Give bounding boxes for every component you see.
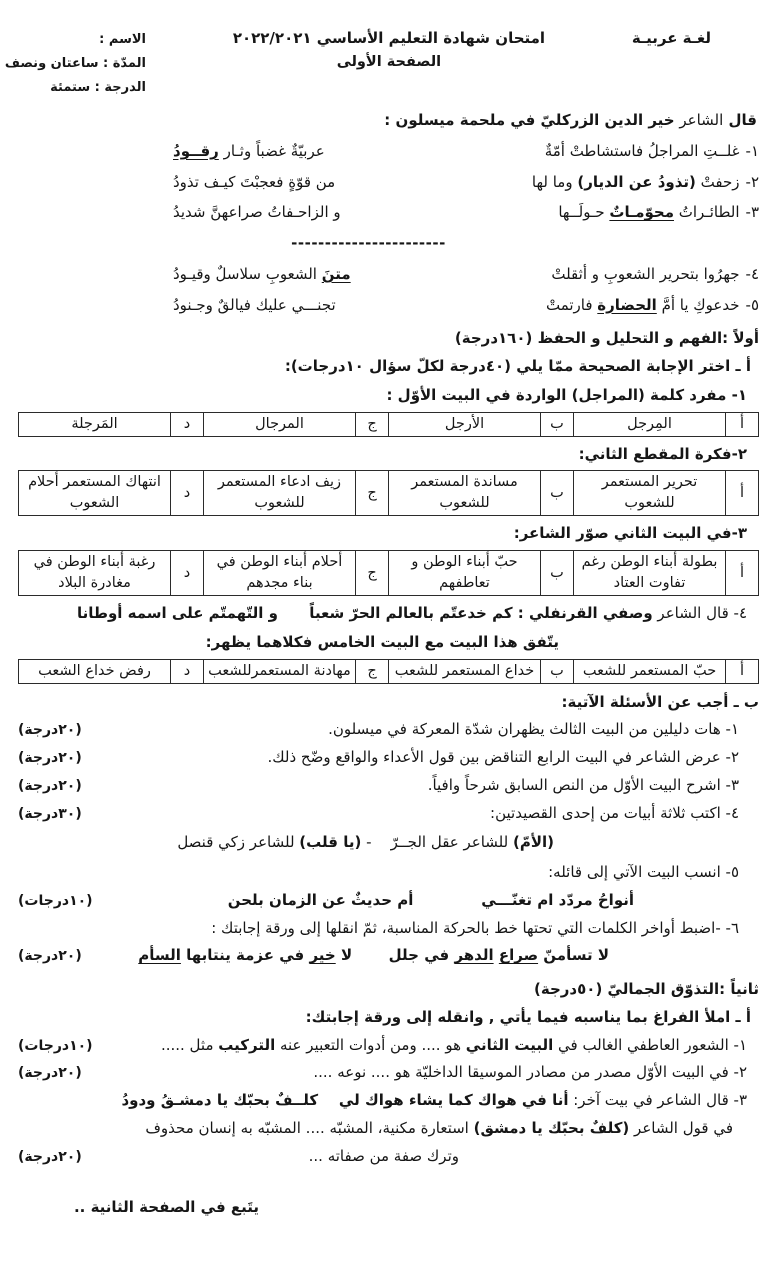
question-text: ٤- قال الشاعر — [652, 604, 747, 623]
question-row — [18, 918, 759, 940]
verse-number: ١- — [745, 141, 759, 160]
verse-text-underlined: الدهر — [454, 946, 494, 965]
poem-line — [173, 202, 759, 224]
verse-text: فارتمتْ — [545, 295, 598, 314]
option-text: انتهاك المستعمر أحلام الشعوب — [19, 471, 171, 516]
verse-text: الطائـراتُ — [674, 203, 740, 222]
poem-line — [173, 172, 759, 194]
question-row — [18, 747, 759, 769]
verse-text: في عزمة ينتابها — [180, 946, 310, 965]
verse-text: وما لها — [531, 172, 578, 191]
hemistich-right — [551, 264, 759, 286]
options-row — [19, 659, 759, 683]
hemistich-right — [546, 295, 759, 317]
verse-text-underlined: السأم — [138, 946, 181, 965]
marks-badge: (٢٠درجة) — [18, 750, 82, 767]
option-text: رفض خداع الشعب — [19, 659, 171, 683]
subject-label: لغـة عربيـة — [631, 29, 711, 47]
option-letter: د — [171, 412, 204, 436]
option-letter: أ — [726, 659, 759, 683]
option-text: المِرجل — [574, 412, 726, 436]
poet-name: للشاعر زكي قنصل — [177, 833, 300, 852]
student-info-block — [4, 28, 146, 100]
verse-text-underlined: خير — [309, 946, 336, 965]
hemistich-left — [173, 264, 351, 286]
marks-badge: (٢٠درجة) — [18, 722, 82, 739]
option-letter: د — [171, 471, 204, 516]
part-b-title: ب ـ أجب عن الأسئلة الآتية: — [561, 692, 759, 711]
verse-text-underlined: صراع — [498, 946, 539, 965]
question-text: وترك صفة من صفاته ... — [308, 1146, 459, 1165]
question-row — [18, 719, 759, 741]
poem-block-continued — [173, 264, 759, 317]
options-table-2 — [18, 470, 759, 516]
verse-text: في جلل لا — [335, 946, 455, 965]
option-letter: أ — [726, 471, 759, 516]
question-part: مثل ..... — [160, 1035, 219, 1054]
marks-badge: (١٠درجات) — [18, 892, 93, 909]
question-row — [18, 803, 759, 825]
name-field-label: الاسم : — [99, 32, 146, 47]
option-letter: أ — [726, 412, 759, 436]
options-table-1 — [18, 412, 759, 437]
marks-badge: (١٠درجات) — [18, 1037, 93, 1054]
poem-intro-part: خير الدين الزركليّ في ملحمة ميسلون : — [384, 111, 675, 130]
poet-name: للشاعر عقل الجــرّ - — [361, 833, 513, 852]
question-row — [18, 1062, 759, 1084]
option-letter: ج — [356, 551, 389, 596]
verse-text: زحفتْ — [695, 172, 740, 191]
hemistich-right — [558, 202, 759, 224]
option-text: المَرجلة — [19, 412, 171, 436]
marks-badge: (٣٠درجة) — [18, 805, 82, 822]
option-letter: أ — [726, 551, 759, 596]
section1-title: أولاً :الفهم و التحليل و الحفظ (١٦٠درجة) — [454, 329, 759, 348]
marks-badge: (٢٠درجة) — [18, 1065, 82, 1082]
hemistich-left — [173, 141, 325, 163]
option-text: خداع المستعمر للشعب — [389, 659, 541, 683]
mcq-question-4-line2: يتّفق هذا البيت مع البيت الخامس فكلاهما يظهر: — [205, 632, 559, 651]
verse-text: تجنـــي عليك فيالقٌ وجـنودُ — [173, 295, 336, 314]
verse-line: أنواحُ مردّد ام تغنّـــي أم حديثٌ عن الزمان بلحن — [227, 890, 634, 909]
verse-text: غلــتِ المراجلُ فاستشاطتْ أمّةٌ — [544, 141, 740, 160]
verse-text: جهرُوا بتحرير الشعوبِ و أثقلتْ — [551, 264, 740, 283]
option-letter: د — [171, 551, 204, 596]
grade-label: الدرجة : ستمئة — [50, 80, 146, 96]
exam-title: امتحان شهادة التعليم الأساسي ٢٠٢٢/٢٠٢١ — [232, 29, 546, 47]
hemistich-left — [173, 295, 336, 317]
page-header — [4, 28, 759, 100]
poem-title: (يا قلب) — [299, 833, 362, 852]
section2-title: ثانياً :التذوّق الجماليّ (٥٠درجة) — [534, 980, 759, 999]
marks-badge: (٢٠درجة) — [18, 777, 82, 794]
question-part-bold: البيت الثاني — [465, 1035, 554, 1054]
option-letter: ج — [356, 471, 389, 516]
verse-text-underlined: محوّمـاتٌ — [609, 203, 674, 222]
poem-line — [173, 264, 759, 286]
question-text: ٥- انسب البيت الآتي إلى قائله: — [548, 863, 739, 882]
options-table-3 — [18, 550, 759, 596]
hemistich-left — [173, 202, 341, 224]
verse-text: من قوّةٍ فعجبْتَ كيـف تذودُ — [173, 172, 336, 191]
verse-number: ٥- — [745, 295, 759, 314]
exam-title-block — [146, 28, 632, 73]
question-row — [18, 1035, 759, 1057]
question-part-bold: التركيب — [218, 1035, 276, 1054]
poem-line — [173, 141, 759, 163]
question-text: ٦- -اضبط أواخر الكلمات التي تحتها خط بالحركة المناسبة، ثمّ انقلها إلى ورقة إجابتك : — [211, 918, 739, 937]
duration-label: المدّة : ساعتان ونصف — [4, 56, 146, 72]
option-text: المرجال — [204, 412, 356, 436]
continued-next-page-note: يتَبع في الصفحة الثانية .. — [73, 1198, 259, 1217]
question-part: هو .... ومن أدوات التعبير عنه — [275, 1035, 466, 1054]
hemistich-left — [173, 172, 335, 194]
verse-row — [18, 890, 759, 912]
question-text — [121, 1090, 759, 1112]
option-letter: ج — [356, 659, 389, 683]
question-row — [18, 775, 759, 797]
question-part-bold: (كلفٌ بحبّك يا دمشق) — [473, 1118, 630, 1137]
verse-text-underlined: الحضارة — [597, 295, 657, 314]
options-row — [19, 551, 759, 596]
options-table-4 — [18, 659, 759, 684]
question-text — [161, 1035, 759, 1057]
fill-blank-instruction: أ ـ املأ الفراغ بما يناسبه فيما يأتي , وانقله إلى ورقة إجابتك: — [305, 1007, 751, 1026]
verse-text: الشعوبِ سلاسلٌ وقيـودُ — [173, 264, 322, 283]
verse-row — [18, 945, 759, 967]
hemistich-right — [545, 141, 759, 163]
hemistich-right — [532, 172, 759, 194]
mcq-question-3: ٣-في البيت الثاني صوّر الشاعر: — [513, 524, 747, 543]
verse-text-bold: (تذودُ عن الديار) — [577, 172, 696, 191]
question-part: في قول الشاعر — [629, 1118, 733, 1137]
option-letter: ب — [541, 551, 574, 596]
poem-intro — [18, 110, 757, 132]
choose-answer-instruction: أ ـ اختر الإجابة الصحيحة ممّا يلي (٤٠درجة لكلّ سؤال ١٠درجات): — [284, 357, 751, 376]
question-text: ١- هات دليلين من البيت الثالث يظهران شدّة المعركة في ميسلون. — [328, 720, 739, 739]
option-letter: د — [171, 659, 204, 683]
poem-choices-line — [18, 832, 759, 854]
option-letter: ج — [356, 412, 389, 436]
option-text: بطولة أبناء الوطن رغم تفاوت العتاد — [574, 551, 726, 596]
question-continuation — [18, 1118, 759, 1140]
verse-text: خدعوكِ يا أمَّ — [656, 295, 740, 314]
quoted-verse: وصفي القرنفلي : كم خدعتّم بالعالم الحرّ شعباً و التّهمتّم على اسمه أوطانا — [76, 604, 653, 623]
option-text: حبّ أبناء الوطن و تعاطفهم — [389, 551, 541, 596]
verse-number: ٤- — [745, 264, 759, 283]
verse-number: ٢- — [745, 172, 759, 191]
quoted-verse: أنا في هواك كما يشاء هواك لي كلــفٌ بحبّك يا دمشـقُ ودودُ — [121, 1091, 569, 1110]
option-letter: ب — [541, 412, 574, 436]
verse-text: عربيّةٌ غضباً وثـار — [218, 141, 325, 160]
option-text: مساندة المستعمر للشعوب — [389, 471, 541, 516]
option-text: تحرير المستعمر للشعوب — [574, 471, 726, 516]
verse-text: لا تسأمنّ — [538, 946, 609, 965]
poem-intro-part: قال — [723, 111, 757, 130]
verse-number: ٣- — [745, 203, 759, 222]
option-text: الأرجل — [389, 412, 541, 436]
options-row — [19, 471, 759, 516]
marks-badge: (٢٠درجة) — [18, 1148, 82, 1165]
question-row — [18, 862, 759, 884]
question-row — [18, 1146, 759, 1168]
poem-intro-part: الشاعر — [674, 111, 724, 130]
poem-block — [173, 141, 759, 224]
options-row — [19, 412, 759, 436]
verse-text-underlined: رقــودُ — [173, 141, 219, 160]
option-letter: ب — [541, 471, 574, 516]
page-number-label: الصفحة الأولى — [336, 53, 442, 70]
marks-badge: (٢٠درجة) — [18, 948, 82, 965]
verse-text: حـولَــها — [558, 203, 610, 222]
question-row — [18, 1090, 759, 1112]
mcq-question-2: ٢-فكرة المقطع الثاني: — [578, 444, 747, 463]
option-text: مهادنة المستعمرللشعب — [204, 659, 356, 683]
option-text: رغبة أبناء الوطن في مغادرة البلاد — [19, 551, 171, 596]
verse-line — [138, 945, 759, 967]
option-letter: ب — [541, 659, 574, 683]
question-part: ٣- قال الشاعر في بيت آخر: — [568, 1091, 747, 1110]
question-text: ٢- عرض الشاعر في البيت الرابع التناقض بين قول الأعداء والواقع وضّح ذلك. — [267, 748, 739, 767]
separator-dashes: ----------------------- — [291, 234, 446, 253]
verse-text: و الزاحـفاتُ صراعهنَّ شديدُ — [173, 203, 341, 222]
poem-line — [173, 295, 759, 317]
question-text: ٢- في البيت الأوّل مصدر من مصادر الموسيقا الداخليّة هو .... نوعه .... — [313, 1063, 747, 1082]
question-text: ٣- اشرح البيت الأوّل من النص السابق شرحاً وافياً. — [427, 775, 739, 794]
question-text: ٤- اكتب ثلاثة أبيات من إحدى القصيدتين: — [490, 803, 739, 822]
question-part: استعارة مكنية، المشبّه .... المشبّه به إنسان محذوف — [145, 1118, 474, 1137]
poem-title: (الأمّ) — [512, 833, 554, 852]
mcq-question-4 — [18, 603, 759, 625]
verse-text-underlined: متنَ — [321, 264, 351, 283]
question-part: ١- الشعور العاطفي الغالب في — [553, 1035, 747, 1054]
option-text: حبّ المستعمر للشعب — [574, 659, 726, 683]
mcq-question-1: ١- مفرد كلمة (المراجل) الواردة في البيت الأوّل : — [386, 385, 747, 404]
option-text: زيف ادعاء المستعمر للشعوب — [204, 471, 356, 516]
option-text: أحلام أبناء الوطن في بناء مجدهم — [204, 551, 356, 596]
